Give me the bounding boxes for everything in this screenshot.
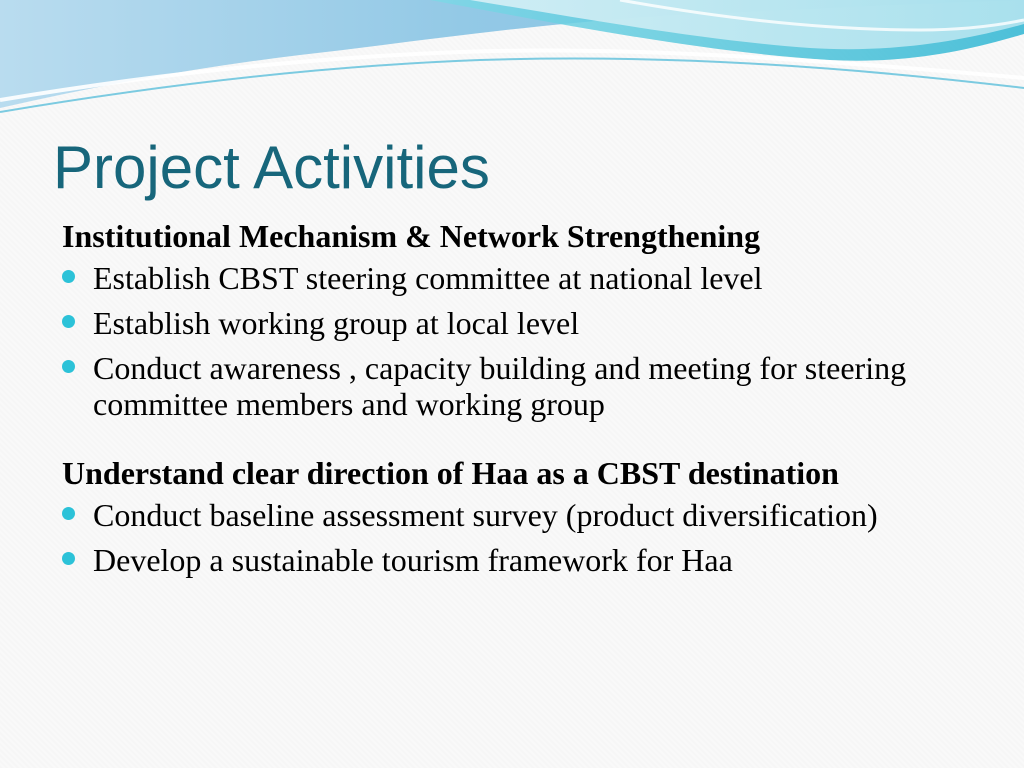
slide-content xyxy=(62,218,962,587)
bullet-text: Develop a sustainable tourism framework for Haa xyxy=(93,542,733,578)
bullet-item xyxy=(62,542,962,578)
section-heading: Institutional Mechanism & Network Strengthening xyxy=(62,218,761,254)
bullet-dot-icon xyxy=(62,315,75,328)
section-heading: Understand clear direction of Haa as a CBST destination xyxy=(62,455,839,491)
bullet-dot-icon xyxy=(62,552,75,565)
bullet-list xyxy=(62,497,962,578)
bullet-item xyxy=(62,305,962,341)
slide-title: Project Activities xyxy=(53,134,490,201)
bullet-text: Conduct awareness , capacity building and meeting for steering committee members and working group xyxy=(93,350,907,422)
bullet-text: Establish working group at local level xyxy=(93,305,580,341)
bullet-item xyxy=(62,497,962,533)
bullet-item xyxy=(62,260,962,296)
bullet-dot-icon xyxy=(62,507,75,520)
bullet-list xyxy=(62,260,962,422)
section-institutional-mechanism xyxy=(62,218,962,422)
bullet-text: Conduct baseline assessment survey (product diversification) xyxy=(93,497,878,533)
bullet-item xyxy=(62,350,962,422)
section-haa-direction xyxy=(62,455,962,578)
bullet-text: Establish CBST steering committee at national level xyxy=(93,260,763,296)
bullet-dot-icon xyxy=(62,360,75,373)
bullet-dot-icon xyxy=(62,270,75,283)
header-wave-decoration xyxy=(0,0,1024,120)
